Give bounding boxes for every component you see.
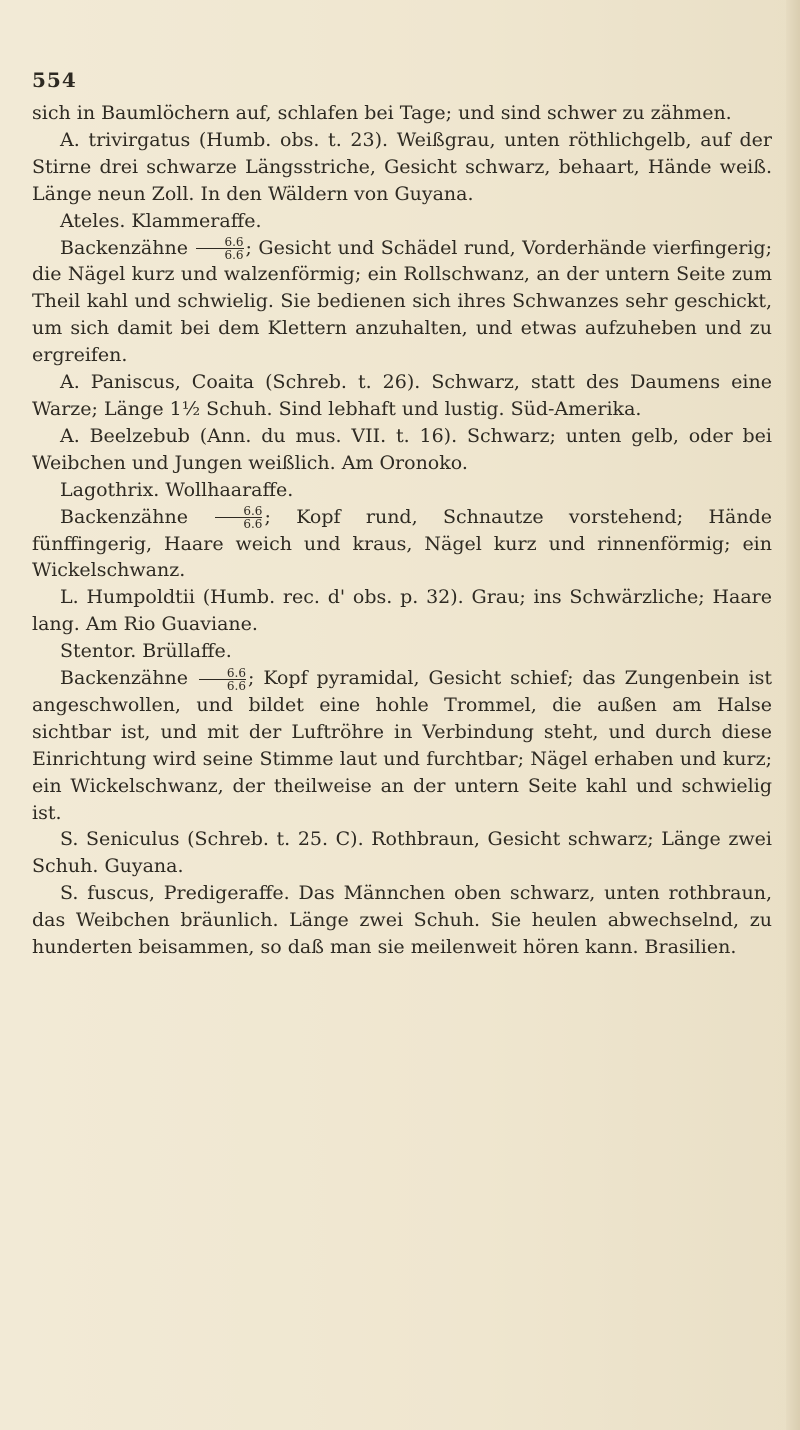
formula-bottom: 6.6 bbox=[196, 248, 243, 261]
formula-bottom: 6.6 bbox=[215, 517, 262, 530]
paragraph bbox=[32, 423, 772, 477]
text-run: S. fuscus, Predigeraffe. Das Männchen oben schwarz, unten rothbraun, das Weibchen bräunlich. Länge zwei Schuh. Sie heulen abwechselnd, zu hunderten beisammen, so daß man sie meilenweit hören kann. Brasilien. bbox=[32, 882, 772, 959]
dental-formula bbox=[196, 236, 243, 261]
dental-formula bbox=[215, 505, 262, 530]
text-run: A. trivirgatus (Humb. obs. t. 23). Weißgrau, unten röthlichgelb, auf der Stirne drei schwarze Längsstriche, Gesicht schwarz, behaart, Hände weiß. Länge neun Zoll. In den Wäldern von Guyana. bbox=[32, 128, 772, 205]
genus-heading bbox=[32, 638, 772, 665]
text-run: A. Paniscus, Coaita (Schreb. t. 26). Schwarz, statt des Daumens eine Warze; Länge 1½ Schuh. Sind lebhaft und lustig. Süd-Amerika. bbox=[32, 371, 772, 420]
text-run: L. Humpoldtii (Humb. rec. d' obs. p. 32). Grau; ins Schwärzliche; Haare lang. Am Rio Guaviane. bbox=[32, 586, 772, 636]
text-run: ; Kopf rund, Schnautze vorstehend; Hände fünffingerig, Haare weich und kraus, Nägel kurz und rinnenförmig; ein Wickelschwanz. bbox=[32, 505, 772, 582]
formula-top: 6.6 bbox=[224, 235, 244, 250]
text-run: ; Kopf pyramidal, Gesicht schief; das Zungenbein ist angeschwollen, und bildet eine hohle Trommel, die außen am Halse sichtbar ist, und mit der Luftröhre in Verbindung steht, und durch diese Einrichtung wird seine Stimme laut und furchtbar; Nägel erhaben und kurz; ein Wickelschwanz, der theilweise an der untern Seite kahl und schwielig ist. bbox=[32, 667, 773, 824]
dental-formula bbox=[199, 667, 246, 692]
text-run: A. Beelzebub (Ann. du mus. VII. t. 16). Schwarz; unten gelb, oder bei Weibchen und Jungen weißlich. Am Oronoko. bbox=[32, 424, 772, 474]
text-run: Lagothrix. Wollhaaraffe. bbox=[60, 478, 294, 501]
text-run: Backenzähne bbox=[60, 236, 195, 259]
paragraph bbox=[32, 369, 772, 423]
paragraph bbox=[32, 504, 772, 585]
text-run: Backenzähne bbox=[60, 667, 197, 690]
formula-top: 6.6 bbox=[243, 504, 263, 519]
paragraph bbox=[32, 584, 772, 638]
text-run: Stentor. Brüllaffe. bbox=[60, 640, 232, 663]
formula-bottom: 6.6 bbox=[199, 679, 246, 692]
formula-top: 6.6 bbox=[226, 665, 246, 680]
text-run: ; Gesicht und Schädel rund, Vorderhände vierfingerig; die Nägel kurz und walzenförmig; ein Rollschwanz, an der untern Seite zum Theil kahl und schwielig. Sie bedienen sich ihres Schwanzes sehr geschickt, um sich damit bei dem Klettern anzuhalten, und etwas aufzuheben und zu ergreifen. bbox=[32, 236, 772, 367]
text-run: Ateles. Klammeraffe. bbox=[60, 209, 262, 232]
paragraph bbox=[32, 127, 772, 208]
paragraph bbox=[32, 880, 772, 961]
paragraph bbox=[32, 826, 772, 880]
paragraph bbox=[32, 100, 772, 127]
page-number: 554 bbox=[32, 68, 77, 92]
page-edge bbox=[786, 0, 800, 1430]
genus-heading bbox=[32, 477, 772, 504]
text-run: S. Seniculus (Schreb. t. 25. C). Rothbraun, Gesicht schwarz; Länge zwei Schuh. Guyana. bbox=[32, 828, 772, 878]
text-run: Backenzähne bbox=[60, 505, 214, 528]
paragraph bbox=[32, 665, 772, 826]
paragraph bbox=[32, 235, 772, 370]
text-run: sich in Baumlöchern auf, schlafen bei Tage; und sind schwer zu zähmen. bbox=[32, 102, 732, 124]
genus-heading bbox=[32, 208, 772, 235]
page-text bbox=[32, 100, 772, 961]
